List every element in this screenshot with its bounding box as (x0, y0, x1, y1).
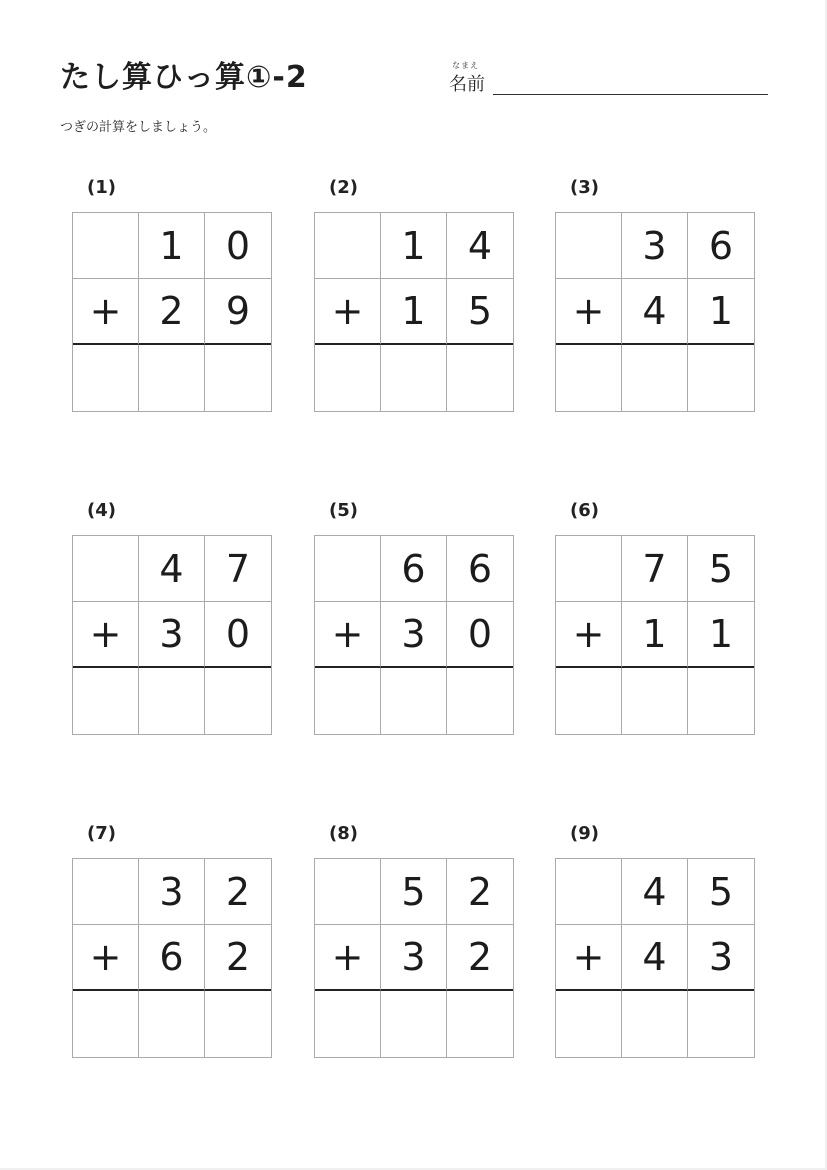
answer-cell[interactable] (556, 668, 622, 734)
digit-tens: 7 (622, 536, 688, 602)
empty-cell (73, 213, 139, 279)
answer-cell[interactable] (688, 345, 754, 411)
answer-cell[interactable] (381, 991, 447, 1057)
name-ruby: なまえ (452, 61, 479, 70)
digit-ones: 2 (205, 925, 271, 991)
answer-cell[interactable] (381, 668, 447, 734)
empty-cell (315, 536, 381, 602)
digit-tens: 4 (622, 925, 688, 991)
plus-sign: + (315, 279, 381, 345)
plus-sign: + (315, 925, 381, 991)
answer-cell[interactable] (447, 668, 513, 734)
empty-cell (315, 213, 381, 279)
plus-sign: + (556, 279, 622, 345)
problem-grid (555, 212, 755, 412)
digit-ones: 2 (447, 859, 513, 925)
digit-tens: 3 (622, 213, 688, 279)
digit-ones: 5 (447, 279, 513, 345)
digit-ones: 4 (447, 213, 513, 279)
answer-cell[interactable] (139, 991, 205, 1057)
answer-cell[interactable] (205, 668, 271, 734)
answer-cell[interactable] (688, 991, 754, 1057)
instruction-text: つぎの計算をしましょう。 (60, 120, 217, 135)
answer-cell[interactable] (139, 345, 205, 411)
empty-cell (73, 859, 139, 925)
problem-number: (1) (87, 177, 116, 198)
digit-tens: 3 (381, 925, 447, 991)
problem-number: (5) (329, 500, 358, 521)
digit-ones: 2 (447, 925, 513, 991)
digit-ones: 6 (447, 536, 513, 602)
plus-sign: + (556, 925, 622, 991)
digit-ones: 7 (205, 536, 271, 602)
answer-cell[interactable] (381, 345, 447, 411)
answer-cell[interactable] (205, 345, 271, 411)
digit-tens: 1 (381, 213, 447, 279)
empty-cell (73, 536, 139, 602)
digit-ones: 1 (688, 279, 754, 345)
empty-cell (556, 213, 622, 279)
problem-number: (8) (329, 823, 358, 844)
digit-tens: 1 (622, 602, 688, 668)
plus-sign: + (73, 925, 139, 991)
digit-ones: 0 (205, 213, 271, 279)
plus-sign: + (73, 279, 139, 345)
empty-cell (315, 859, 381, 925)
digit-ones: 2 (205, 859, 271, 925)
digit-tens: 4 (622, 859, 688, 925)
digit-tens: 5 (381, 859, 447, 925)
answer-cell[interactable] (447, 345, 513, 411)
problem-grid (72, 212, 272, 412)
name-label: 名前 (449, 74, 485, 95)
answer-cell[interactable] (622, 991, 688, 1057)
problem-number: (9) (570, 823, 599, 844)
answer-cell[interactable] (73, 668, 139, 734)
digit-tens: 1 (139, 213, 205, 279)
answer-cell[interactable] (139, 668, 205, 734)
empty-cell (556, 536, 622, 602)
answer-cell[interactable] (315, 991, 381, 1057)
problem-grid (555, 858, 755, 1058)
digit-tens: 3 (381, 602, 447, 668)
digit-tens: 6 (381, 536, 447, 602)
digit-tens: 3 (139, 859, 205, 925)
answer-cell[interactable] (688, 668, 754, 734)
problem-number: (7) (87, 823, 116, 844)
problem-number: (3) (570, 177, 599, 198)
answer-cell[interactable] (315, 345, 381, 411)
digit-tens: 4 (139, 536, 205, 602)
problem-grid (72, 858, 272, 1058)
answer-cell[interactable] (73, 991, 139, 1057)
digit-ones: 5 (688, 536, 754, 602)
plus-sign: + (315, 602, 381, 668)
answer-cell[interactable] (73, 345, 139, 411)
digit-ones: 3 (688, 925, 754, 991)
problem-grid (72, 535, 272, 735)
digit-ones: 0 (447, 602, 513, 668)
digit-tens: 1 (381, 279, 447, 345)
digit-ones: 5 (688, 859, 754, 925)
digit-ones: 6 (688, 213, 754, 279)
answer-cell[interactable] (622, 668, 688, 734)
digit-ones: 1 (688, 602, 754, 668)
problem-grid (314, 858, 514, 1058)
problem-number: (4) (87, 500, 116, 521)
answer-cell[interactable] (556, 991, 622, 1057)
plus-sign: + (73, 602, 139, 668)
plus-sign: + (556, 602, 622, 668)
answer-cell[interactable] (447, 991, 513, 1057)
empty-cell (556, 859, 622, 925)
problem-grid (314, 212, 514, 412)
digit-ones: 9 (205, 279, 271, 345)
digit-tens: 2 (139, 279, 205, 345)
problem-number: (6) (570, 500, 599, 521)
problem-number: (2) (329, 177, 358, 198)
answer-cell[interactable] (315, 668, 381, 734)
problem-grid (314, 535, 514, 735)
problem-grid (555, 535, 755, 735)
digit-ones: 0 (205, 602, 271, 668)
digit-tens: 3 (139, 602, 205, 668)
worksheet-title: たし算ひっ算①-2 (60, 60, 308, 95)
digit-tens: 4 (622, 279, 688, 345)
answer-cell[interactable] (556, 345, 622, 411)
answer-cell[interactable] (205, 991, 271, 1057)
name-write-line[interactable] (493, 94, 768, 95)
digit-tens: 6 (139, 925, 205, 991)
answer-cell[interactable] (622, 345, 688, 411)
